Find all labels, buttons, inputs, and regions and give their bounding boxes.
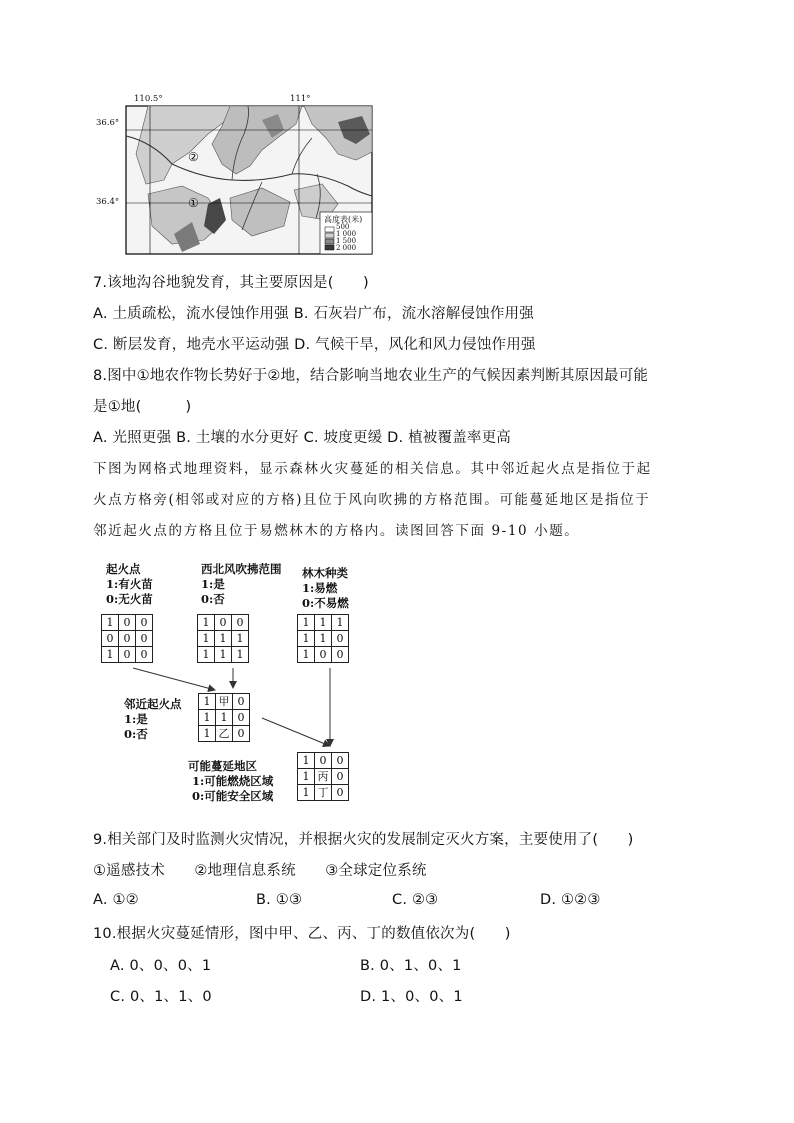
q9-items: ①遥感技术 ②地理信息系统 ③全球定位系统 (93, 863, 427, 879)
grid-cell: 1 (199, 726, 216, 742)
fire-label-1: 1:有火苗 (106, 577, 153, 591)
q10-option-b: B. 0、1、0、1 (360, 958, 462, 974)
grid-cell-ding: 丁 (315, 785, 332, 801)
grid-cell: 1 (315, 615, 332, 631)
map-lon-left: 110.5° (134, 94, 163, 104)
grid-cell: 1 (102, 615, 119, 631)
forest-label-title: 林木种类 (302, 566, 348, 580)
grid-cell: 1 (298, 769, 315, 785)
grid-cell: 1 (215, 631, 232, 647)
grid-cell: 0 (232, 615, 249, 631)
q7-options-line2: C. 断层发育，地壳水平运动强 D. 气候干旱，风化和风力侵蚀作用强 (93, 337, 536, 353)
map-legend-item-4: 2 000 (336, 244, 357, 252)
forest-label-1: 1:易燃 (302, 581, 338, 595)
q10-option-c: C. 0、1、1、0 (110, 989, 212, 1005)
grid-cell: 1 (198, 647, 215, 663)
grid-cell: 1 (102, 647, 119, 663)
spread-label-1: 1:可能燃烧区域 (192, 774, 274, 788)
grid-cell: 0 (102, 631, 119, 647)
near-label-0: 0:否 (124, 727, 148, 741)
grid-cell: 1 (199, 694, 216, 710)
grid-cell: 0 (332, 631, 349, 647)
q8-stem-line2: 是①地( ) (93, 399, 192, 415)
intro-line1: 下图为网格式地理资料，显示森林火灾蔓延的相关信息。其中邻近起火点是指位于起 (93, 461, 652, 477)
grid-cell: 1 (198, 615, 215, 631)
q8-stem-line1: 8.图中①地农作物长势好于②地，结合影响当地农业生产的气候因素判断其原因最可能 (93, 368, 649, 384)
wind-grid (197, 614, 249, 663)
intro-line3: 邻近起火点的方格且位于易燃林木的方格内。读图回答下面 9-10 小题。 (93, 523, 580, 539)
q9-option-c: C. ②③ (392, 892, 439, 908)
map-legend-item-3: 1 500 (336, 237, 357, 245)
grid-cell: 1 (298, 785, 315, 801)
spread-label-block (188, 759, 273, 804)
map-lat-top: 36.6° (96, 118, 120, 128)
near-label-block (124, 697, 182, 742)
q8-options: A. 光照更强 B. 土壤的水分更好 C. 坡度更缓 D. 植被覆盖率更高 (93, 430, 511, 446)
map-lat-bottom: 36.4° (96, 197, 120, 207)
q7-stem: 7.该地沟谷地貌发育，其主要原因是( ) (93, 275, 369, 291)
grid-cell: 1 (199, 710, 216, 726)
forest-grid (297, 614, 349, 663)
map-legend-item-2: 1 000 (336, 230, 357, 238)
fire-label-0: 0:无火苗 (106, 592, 153, 606)
topographic-map (96, 94, 374, 256)
forest-label-block (302, 566, 349, 611)
grid-cell: 0 (119, 615, 136, 631)
map-site-1: ① (188, 196, 199, 210)
grid-cell: 0 (332, 647, 349, 663)
near-grid (198, 693, 250, 742)
grid-cell: 0 (119, 631, 136, 647)
q9-option-a: A. ①② (93, 892, 139, 908)
grid-cell: 0 (332, 785, 349, 801)
wind-label-title: 西北风吹拂范围 (201, 562, 282, 576)
grid-cell: 1 (298, 753, 315, 769)
map-legend-title: 高度表(米) (324, 215, 363, 224)
wind-label-1: 1:是 (201, 577, 225, 591)
grid-cell: 1 (315, 631, 332, 647)
fire-grid (101, 614, 153, 663)
near-label-1: 1:是 (124, 712, 148, 726)
forest-label-0: 0:不易燃 (302, 596, 349, 610)
map-legend-item-1: 500 (336, 223, 350, 231)
intro-line2: 火点方格旁(相邻或对应的方格)且位于风向吹拂的方格范围。可能蔓延地区是指位于 (93, 492, 651, 508)
grid-cell: 1 (232, 647, 249, 663)
grid-cell: 0 (215, 615, 232, 631)
q9-option-b: B. ①③ (256, 892, 303, 908)
near-label-title: 邻近起火点 (124, 697, 182, 711)
grid-cell-bing: 丙 (315, 769, 332, 785)
fire-label-title: 起火点 (106, 562, 141, 576)
grid-cell: 0 (332, 753, 349, 769)
q9-stem: 9.相关部门及时监测火灾情况，并根据火灾的发展制定灭火方案，主要使用了( ) (93, 832, 634, 848)
grid-cell: 1 (332, 615, 349, 631)
map-figure (112, 94, 374, 256)
q9-option-d: D. ①②③ (540, 892, 601, 908)
q10-option-a: A. 0、0、0、1 (110, 958, 212, 974)
grid-cell: 1 (298, 615, 315, 631)
fire-label-block (106, 562, 153, 607)
grid-cell: 1 (232, 631, 249, 647)
grid-cell: 0 (315, 753, 332, 769)
map-site-2: ② (188, 150, 199, 164)
grid-cell: 0 (233, 694, 250, 710)
wind-label-block (201, 562, 282, 607)
grid-cell: 1 (216, 710, 233, 726)
q10-option-d: D. 1、0、0、1 (360, 989, 463, 1005)
q7-options-line1: A. 土质疏松，流水侵蚀作用强 B. 石灰岩广布，流水溶解侵蚀作用强 (93, 306, 534, 322)
grid-cell: 0 (136, 647, 153, 663)
grid-cell: 0 (315, 647, 332, 663)
spread-label-0: 0:可能安全区域 (192, 789, 274, 803)
grid-cell: 0 (136, 631, 153, 647)
grid-cell: 0 (119, 647, 136, 663)
grid-cell: 0 (332, 769, 349, 785)
grid-cell: 0 (233, 710, 250, 726)
grid-cell: 1 (215, 647, 232, 663)
grid-cell-yi: 乙 (216, 726, 233, 742)
grid-cell: 1 (298, 647, 315, 663)
grid-cell-jia: 甲 (216, 694, 233, 710)
map-lon-right: 111° (290, 94, 311, 104)
grid-cell: 0 (136, 615, 153, 631)
spread-label-title: 可能蔓延地区 (188, 759, 257, 773)
q10-stem: 10.根据火灾蔓延情形，图中甲、乙、丙、丁的数值依次为( ) (93, 926, 511, 942)
grid-cell: 1 (198, 631, 215, 647)
wind-label-0: 0:否 (201, 592, 225, 606)
grid-cell: 0 (233, 726, 250, 742)
grid-cell: 1 (298, 631, 315, 647)
spread-grid (297, 752, 349, 801)
